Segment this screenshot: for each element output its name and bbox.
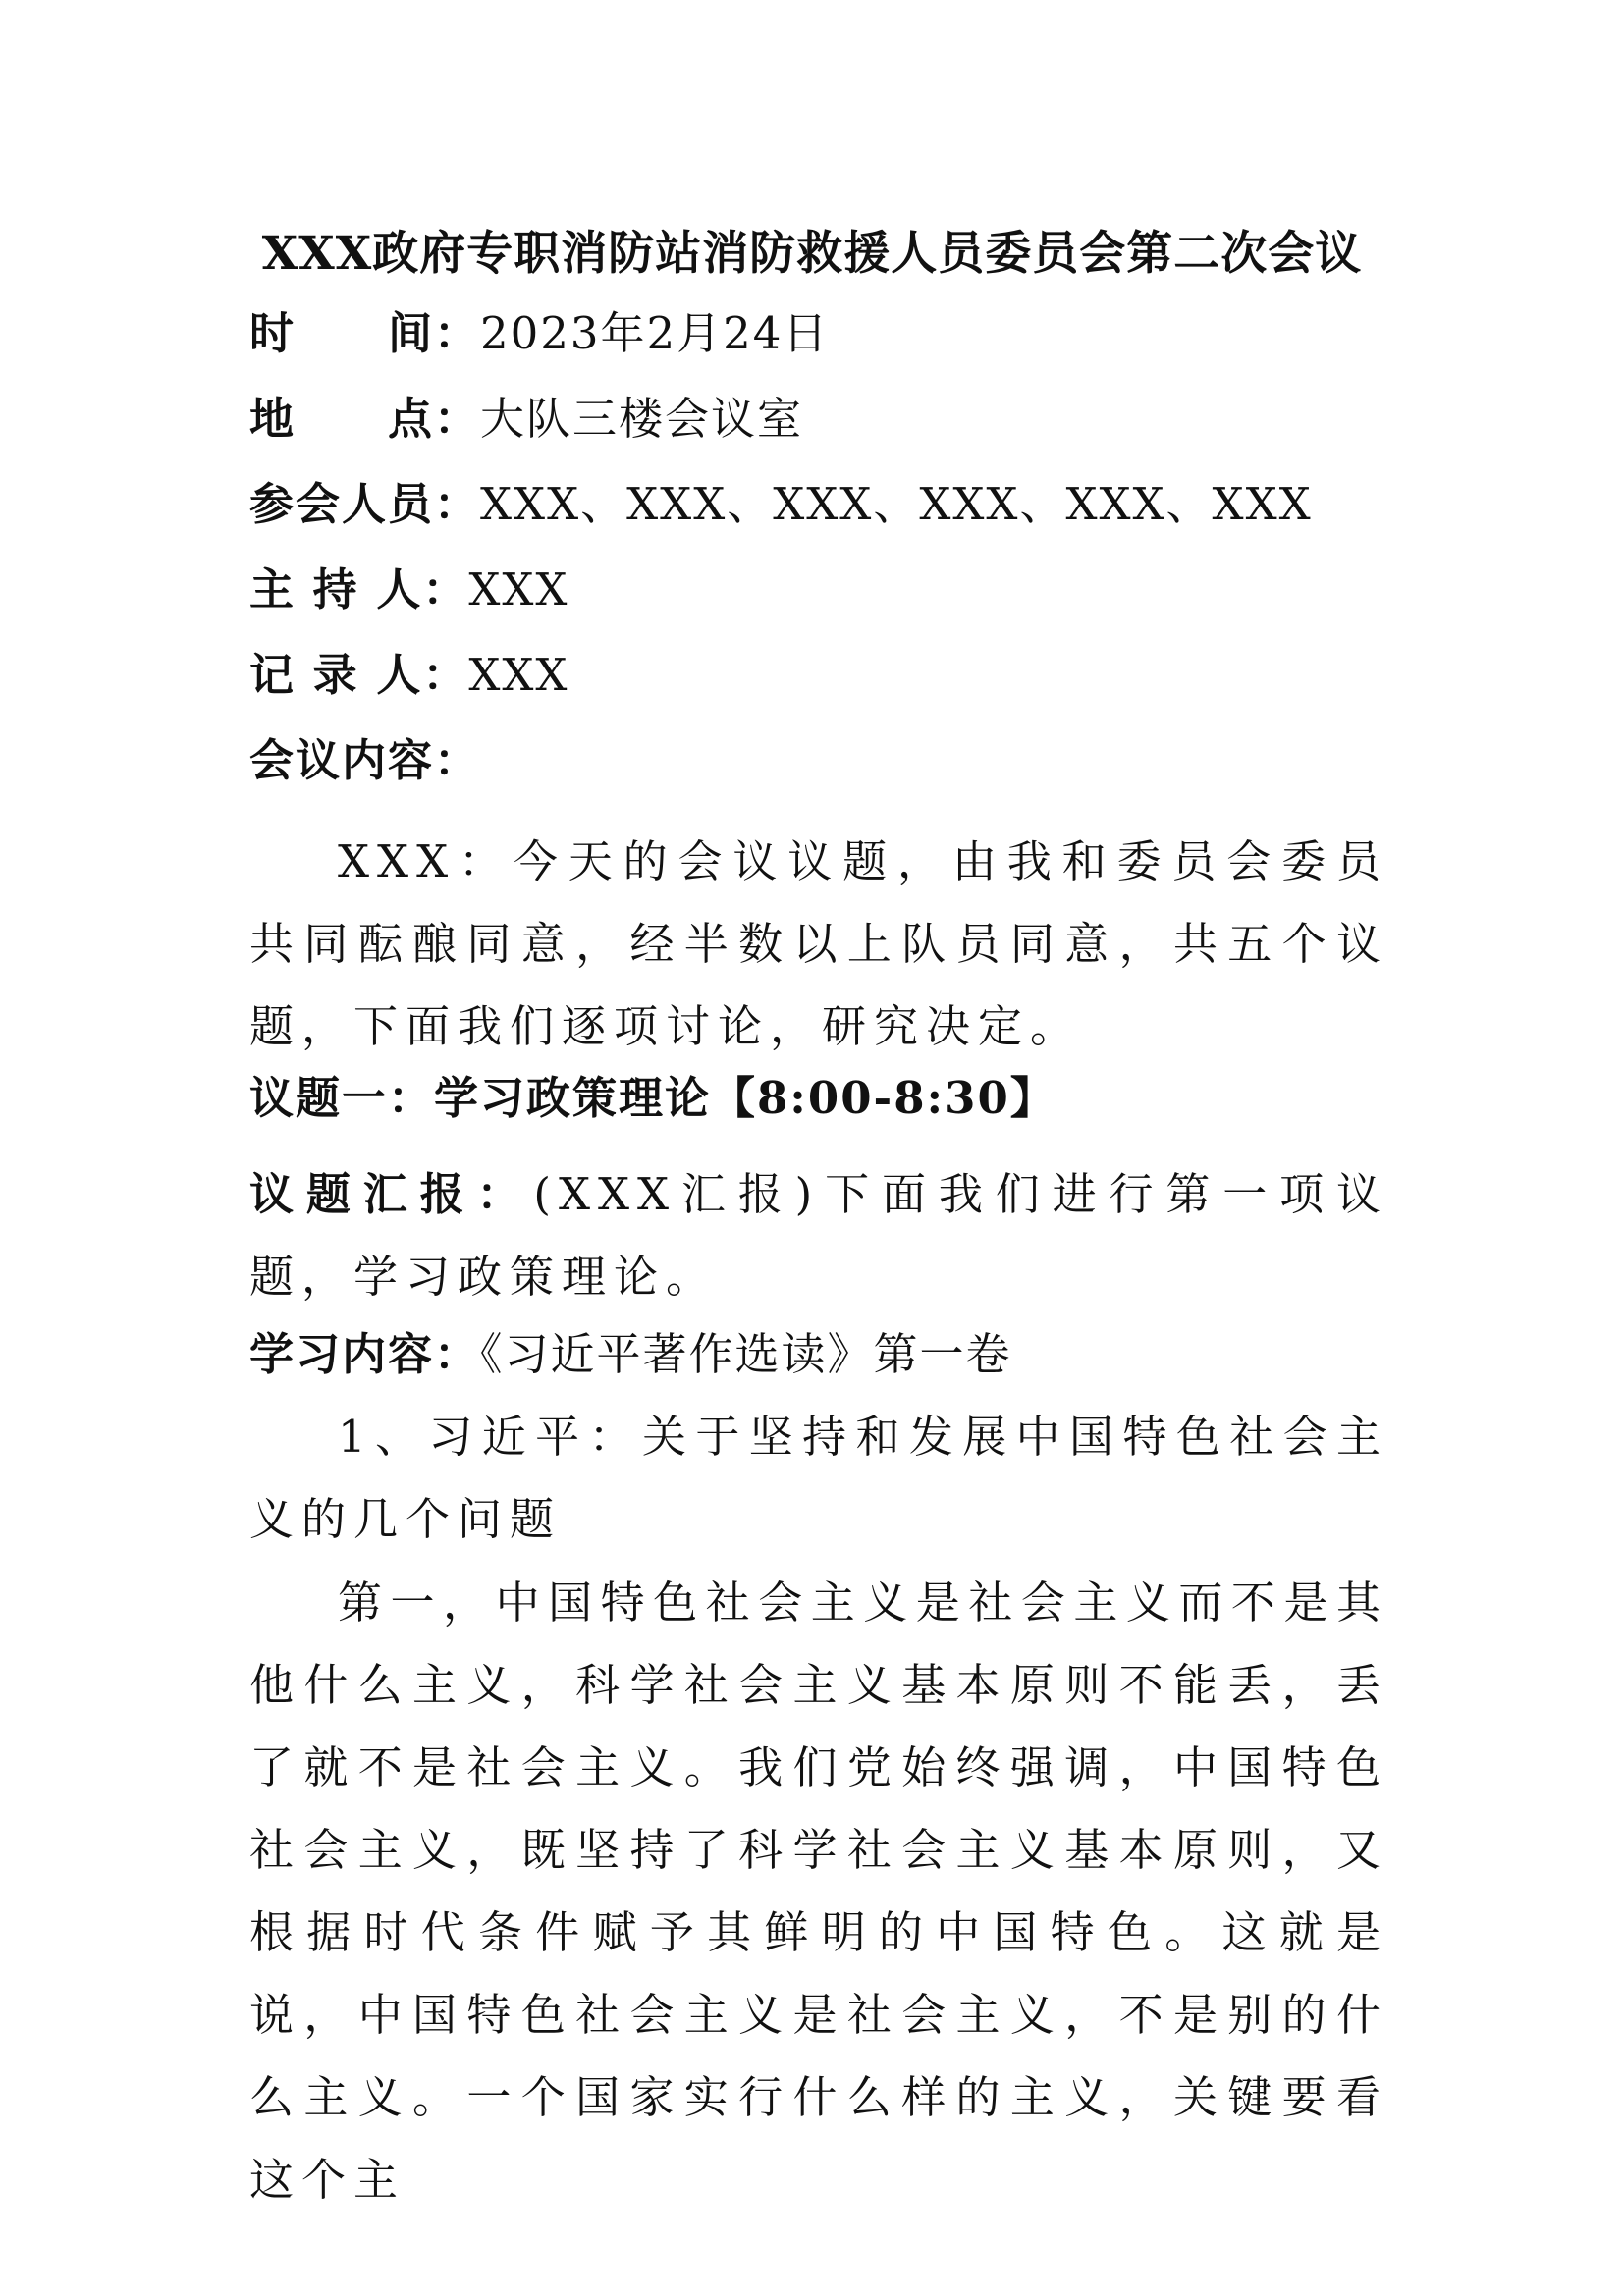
meta-attendees-value: XXX、XXX、XXX、XXX、XXX、XXX <box>480 478 1313 530</box>
meta-location <box>249 390 1388 449</box>
meta-host-value: XXX <box>468 563 569 615</box>
topic1-study <box>249 1325 1388 1384</box>
meta-host-label: 主 持 人： <box>249 563 469 615</box>
topic1-report-text: (XXX汇报)下面我们进行第一项议题，学习政策理论。 <box>249 1168 1388 1303</box>
meta-location-label: 地 点： <box>249 393 481 445</box>
meta-attendees <box>249 475 1388 534</box>
meta-recorder <box>249 646 1388 705</box>
meta-time-value: 2023年2月24日 <box>480 307 830 359</box>
meta-time <box>249 304 1388 363</box>
meta-time-label: 时 间： <box>249 307 481 359</box>
meta-location-value: 大队三楼会议室 <box>480 393 804 445</box>
meta-attendees-label: 参会人员： <box>249 478 481 530</box>
intro-paragraph: XXX：今天的会议议题，由我和委员会委员共同酝酿同意，经半数以上队员同意，共五个议题，下面我们逐项讨论，研究决定。 <box>249 835 1388 1052</box>
meta-host <box>249 561 1388 619</box>
meta-recorder-label: 记 录 人： <box>249 649 469 701</box>
topic1-report <box>249 1153 1388 1318</box>
document-title: XXX政府专职消防站消防救援人员委员会第二次会议 <box>261 227 1363 281</box>
topic1-study-label: 学习内容： <box>249 1328 481 1380</box>
topic1-report-label: 议题汇报： <box>249 1168 534 1220</box>
topic1-study-text: 《习近平著作选读》第一卷 <box>480 1328 1012 1380</box>
topic1-item1-title: 1、习近平：关于坚持和发展中国特色社会主义的几个问题 <box>249 1411 1388 1545</box>
topic1-heading: 议题一：学习政策理论【8:00-8:30】 <box>249 1072 1056 1124</box>
meta-recorder-value: XXX <box>468 649 569 701</box>
topic1-item1-body: 第一，中国特色社会主义是社会主义而不是其他什么主义，科学社会主义基本原则不能丢，丢了就不是社会主义。我们党始终强调，中国特色社会主义，既坚持了科学社会主义基本原则，又根据时代条件赋予其鲜明的中国特色。这就是说，中国特色社会主义是社会主义，不是别的什么主义。一个国家实行什么样的主义，关键要看这个主 <box>249 1576 1388 2206</box>
content-heading: 会议内容： <box>249 734 481 786</box>
